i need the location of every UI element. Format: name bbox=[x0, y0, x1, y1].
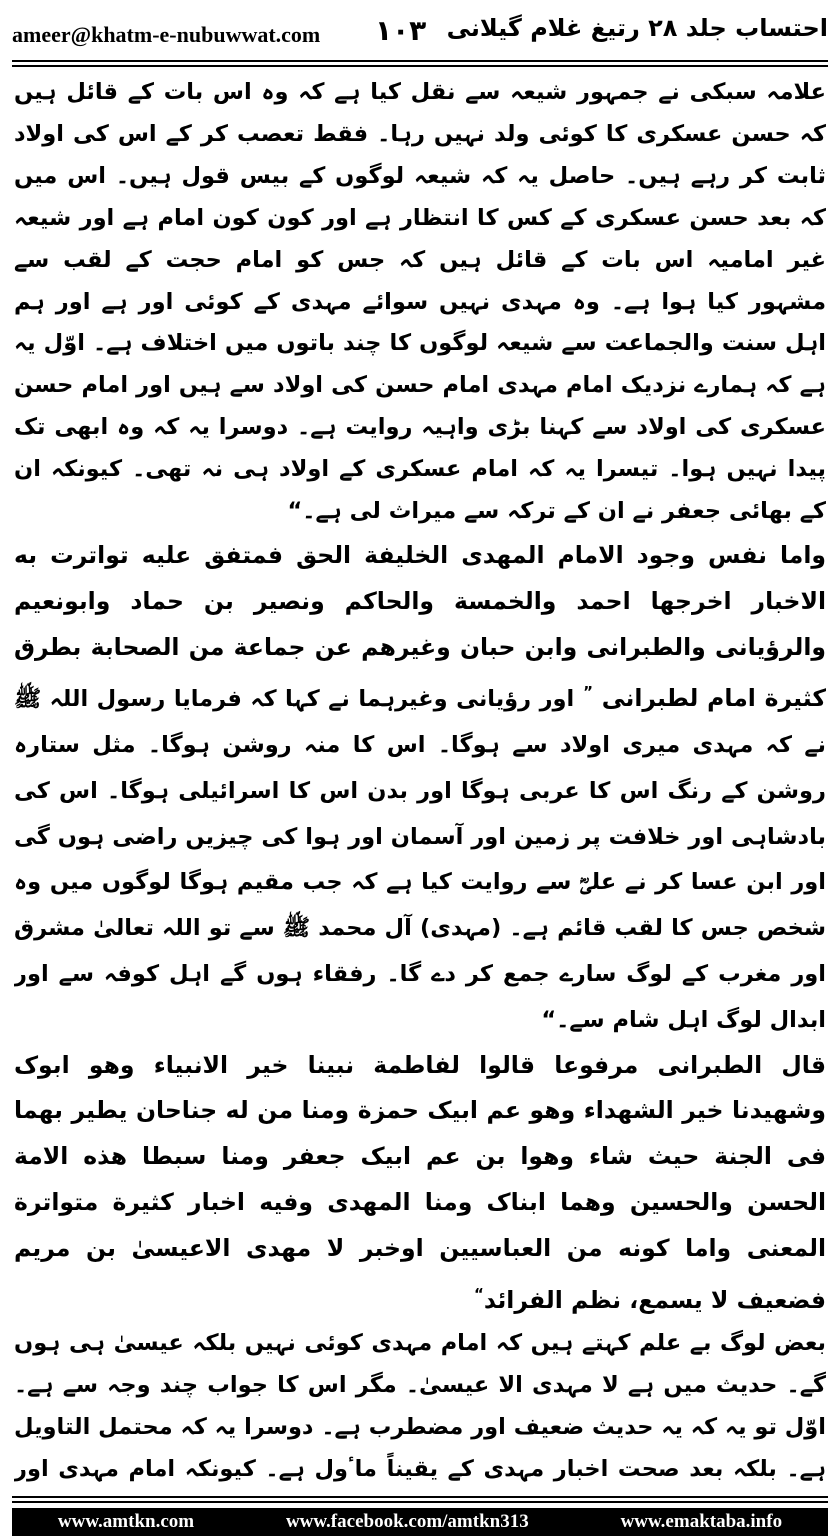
urdu-paragraph-3: بعض لوگ بے علم کہتے ہیں کہ امام مہدی کوئی نہیں بلکہ عیسیٰ ہی ہوں گے۔ حدیث میں ہے لا مہدی الا عیسیٰ۔ مگر اس کا جواب چند وجہ سے ہے۔ اوّل تو یہ کہ یہ حدیث ضعیف اور مضطرب ہے۔ دوسرا یہ کہ محتمل التاویل ہے۔ بلکہ بعد صحت اخبار مہدی کے یقیناً ماٴول ہے۔ کیونکہ امام مہدی اور bbox=[14, 1330, 826, 1482]
footer-link-emaktaba[interactable]: www.emaktaba.info bbox=[620, 1511, 783, 1532]
urdu-paragraph-1: علامہ سبکی نے جمہور شیعہ سے نقل کیا ہے کہ وہ اس بات کے قائل ہیں کہ حسن عسکری کا کوئی ولد نہیں رہا۔ فقط تعصب کر کے اس کی اولاد ثابت کر رہے ہیں۔ حاصل یہ کہ شیعہ لوگوں کے بیس قول ہیں۔ اس میں کہ بعد حسن عسکری کے کس کا انتظار ہے اور کون کون امام ہے اور شیعہ غیر امامیہ اس بات کے قائل ہیں کہ جس کو امام حجت کے لقب سے مشہور کیا ہوا ہے۔ وہ مہدی نہیں سوائے مہدی کے کوئی اور ہے اور ہم اہل سنت والجماعت سے شیعہ لوگوں کا چند باتوں میں اختلاف ہے۔ اوّل یہ ہے کہ ہمارے نزدیک امام مہدی امام حسن کی اولاد سے ہیں اور امام حسن عسکری کی اولاد سے کہنا بڑی واہیہ روایت ہے۔ دوسرا یہ کہ وہ ابھی تک پیدا نہیں ہوا۔ تیسرا یہ کہ امام عسکری کے اولاد ہی نہ تھی۔ کیونکہ ان کے بھائی جعفر نے ان کے ترکہ سے میراث لی ہے۔“ bbox=[14, 79, 826, 525]
page-body bbox=[14, 72, 826, 1487]
arabic-quote-2 bbox=[14, 1043, 826, 1324]
header-email: ameer@khatm-e-nubuwwat.com bbox=[12, 22, 321, 47]
footer-link-amtkn[interactable]: www.amtkn.com bbox=[57, 1511, 195, 1532]
quote-close-mark: “ bbox=[474, 1284, 484, 1303]
footer-links-bar bbox=[12, 1508, 828, 1536]
book-title: احتساب جلد ۲۸ رتیغ غلام گیلانی bbox=[446, 14, 828, 42]
quote-mark: ” bbox=[583, 683, 593, 702]
page-header bbox=[12, 0, 828, 60]
urdu-paragraph-2: اور رؤیانی وغیرہما نے کہا کہ فرمایا رسول اللہ ﷺ نے کہ مہدی میری اولاد سے ہوگا۔ اس کا منہ روشن ہوگا۔ مثل ستارہ روشن کے رنگ اس کا عربی ہوگا اور بدن اس کا اسرائیلی ہوگا۔ اس کی بادشاہی اور خلافت پر زمین اور آسمان اور ہوا کی چیزیں راضی ہوں گی اور ابن عسا کر نے علیؓ سے روایت کیا ہے کہ جب مقیم ہوگا لوگوں میں وہ شخص جس کا لقب قائم ہے۔ (مہدی) آل محمد ﷺ سے تو اللہ تعالیٰ مشرق اور مغرب کے لوگ سارے جمع کر دے گا۔ رفقاء ہوں گے اہل کوفہ سے اور ابدال لوگ اہل شام سے۔“ bbox=[14, 686, 826, 1033]
header-rule bbox=[12, 60, 828, 67]
footer-link-facebook[interactable]: www.facebook.com/amtkn313 bbox=[285, 1511, 529, 1532]
footer-rule bbox=[12, 1496, 828, 1503]
arabic-quote-1 bbox=[14, 533, 826, 1043]
arabic-quote-1-text: واما نفس وجود الامام المهدی الخلیفة الحق فمتفق علیه تواترت به الاخبار اخرجها احمد والخمسة والحاکم ونصیر بن حماد وابونعیم والرؤیانی والطبرانی وابن حبان وغیرهم عن جماعة من الصحابة بطرق کثیرة امام لطبرانی bbox=[14, 540, 826, 713]
page-footer bbox=[0, 1496, 840, 1540]
arabic-quote-2-text: قال الطبرانی مرفوعا قالوا لفاطمة نبینا خیر الانبیاء وهو ابوک وشهیدنا خیر الشهداء وهو عم ابیک حمزة ومنا من له جناحان یطیر بهما فی الجنة حیث شاء وهوا بن عم ابیک جعفر ومنا سبطا هذه الامة الحسن والحسین وهما ابناک ومنا المهدی وفیه اخبار کثیرة متواترة المعنی واما کونه من العباسیین اوخبر لا مهدی الاعیسیٰ بن مریم فضعیف لا یسمع، نظم الفرائد bbox=[14, 1050, 826, 1314]
page-number: ۱۰۳ bbox=[375, 14, 427, 47]
